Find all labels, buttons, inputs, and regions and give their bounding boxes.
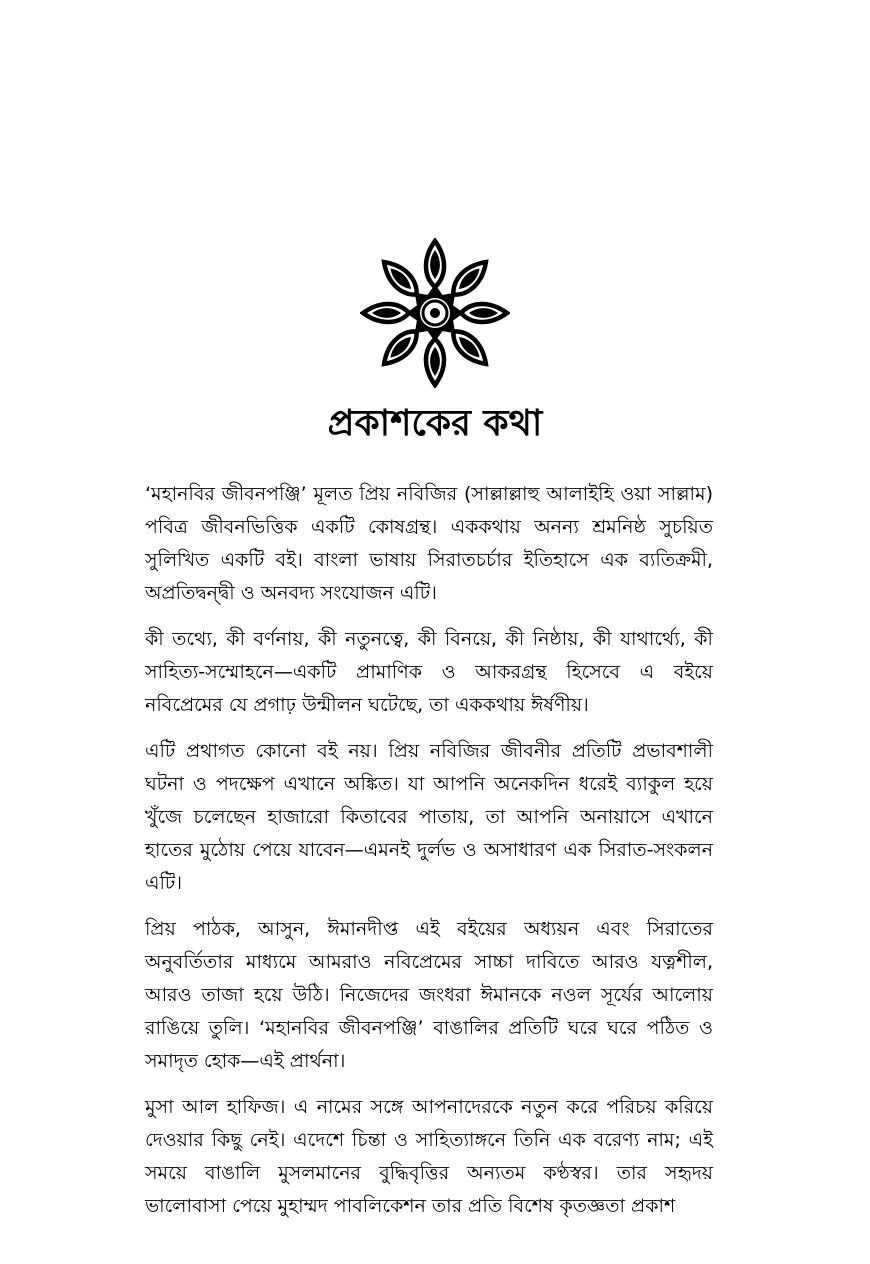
paragraph-4: প্রিয় পাঠক, আসুন, ঈমানদীপ্ত এই বইয়ের অধ্যয়ন এবং সিরাতের অনুবর্তিতার মাধ্যমে আমরাও নবিপ্রেমের সাচ্চা দাবিতে আরও যত্নশীল, আরও তাজা হয়ে উঠি। নিজেদের জংধরা ঈমানকে নওল সূর্যের আলোয় রাঙিয়ে তুলি। ‘মহানবির জীবনপঞ্জি’ বাঙালির প্রতিটি ঘরে ঘরে পঠিত ও সমাদৃত হোক—এই প্রার্থনা। <box>145 918 713 1072</box>
flower-ornament-icon <box>360 238 510 388</box>
body-text <box>145 478 713 1236</box>
page-title: প্রকাশকের কথা <box>327 403 543 444</box>
paragraph-2: কী তথ্যে, কী বর্ণনায়, কী নতুনত্বে, কী বিনয়ে, কী নিষ্ঠায়, কী যাথার্থ্যে, কী সাহিত্য-সম্মোহনে—একটি প্রামাণিক ও আকরগ্রন্থ হিসেবে এ বইয়ে নবিপ্রেমের যে প্রগাঢ় উন্মীলন ঘটেছে, তা এককথায় ঈর্ষণীয়। <box>145 628 713 716</box>
paragraph-5: মুসা আল হাফিজ। এ নামের সঙ্গে আপনাদেরকে নতুন করে পরিচয় করিয়ে দেওয়ার কিছু নেই। এদেশে চিন্তা ও সাহিত্যাঙ্গনে তিনি এক বরেণ্য নাম; এই সময়ে বাঙালি মুসলমানের বুদ্ধিবৃত্তির অন্যতম কণ্ঠস্বর। তার সহৃদয় ভালোবাসা পেয়ে মুহাম্মদ পাবলিকেশন তার প্রতি বিশেষ কৃতজ্ঞতা প্রকাশ <box>145 1096 713 1217</box>
paragraph-1: ‘মহানবির জীবনপঞ্জি’ মূলত প্রিয় নবিজির (সাল্লাল্লাহু আলাইহি ওয়া সাল্লাম) পবিত্র জীবনভিত্তিক একটি কোষগ্রন্থ। এককথায় অনন্য শ্রমনিষ্ঠ সুচয়িত সুলিখিত একটি বই। বাংলা ভাষায় সিরাতচর্চার ইতিহাসে এক ব্যতিক্রমী, অপ্রতিদ্বন্দ্বী ও অনবদ্য সংযোজন এটি। <box>145 483 713 604</box>
paragraph-3: এটি প্রথাগত কোনো বই নয়। প্রিয় নবিজির জীবনীর প্রতিটি প্রভাবশালী ঘটনা ও পদক্ষেপ এখানে অঙ্কিত। যা আপনি অনেকদিন ধরেই ব্যাকুল হয়ে খুঁজে চলেছেন হাজারো কিতাবের পাতায়, তা আপনি অনায়াসে এখানে হাতের মুঠোয় পেয়ে যাবেন—এমনই দুর্লভ ও অসাধারণ এক সিরাত-সংকলন এটি। <box>145 740 713 894</box>
